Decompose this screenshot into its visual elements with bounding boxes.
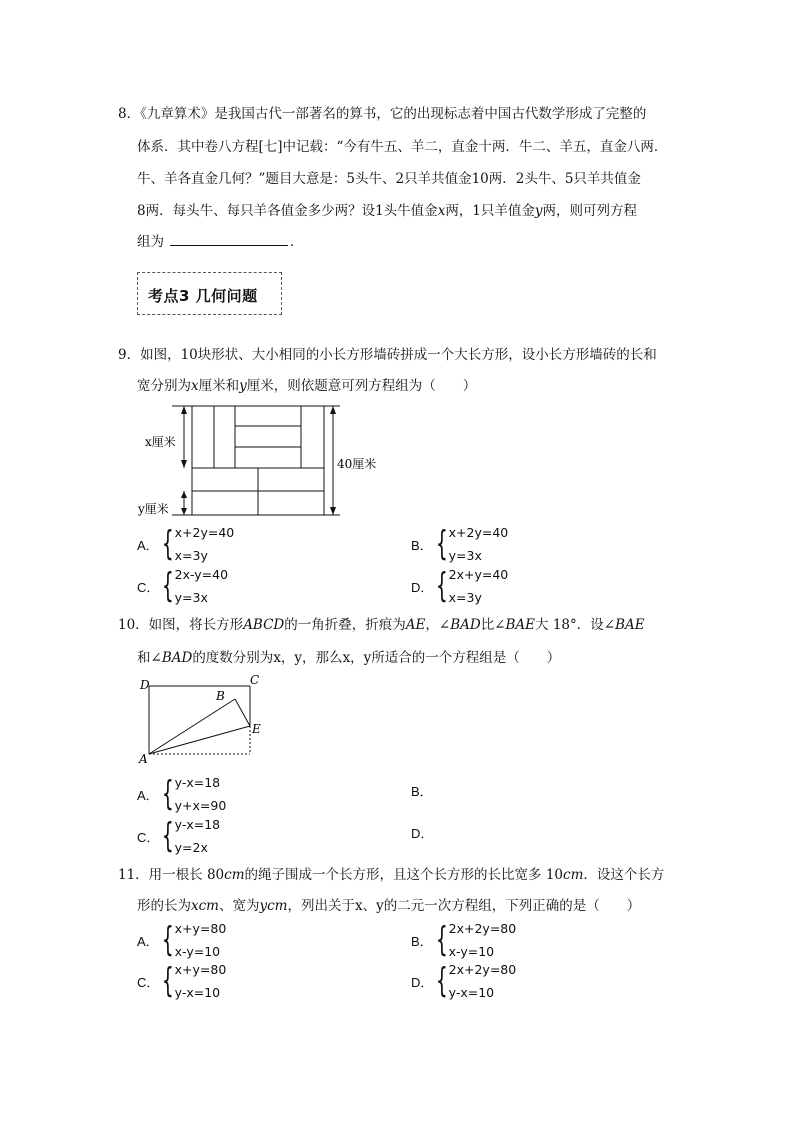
q11-option-d-eq2: y-x=10 xyxy=(448,985,495,1000)
q11-option-d[interactable] xyxy=(411,958,516,1004)
q8-line-4-start: 8两．每头牛、每只羊各值金多少两？设1头牛值金 xyxy=(137,203,438,219)
q9-40-arrowhead-bottom xyxy=(330,507,336,515)
q10-line-1-b: 的一角折叠，折痕为 xyxy=(284,617,406,633)
q8-line-5-end: ． xyxy=(290,234,304,250)
q11-option-c[interactable] xyxy=(137,958,226,1004)
q10-option-c[interactable] xyxy=(137,813,220,859)
q11-line-2-d: x、y xyxy=(354,898,384,914)
q11-line-2-e: 的二元一次方程组，下列正确的是（ ） xyxy=(383,898,641,914)
q9-option-d-eq1: 2x+y=40 xyxy=(448,567,509,582)
brace-icon: { xyxy=(161,816,174,856)
q10-option-b[interactable] xyxy=(411,781,437,800)
brace-icon: { xyxy=(161,961,174,1001)
q11-option-b-eq2: x-y=10 xyxy=(448,944,495,959)
q10-line-1-d: 比∠ xyxy=(480,617,506,633)
q8-line-2: 体系．其中卷八方程[七]中记载：“今有牛五、羊二，直金十两．牛二、羊五，直金八两． xyxy=(137,139,668,155)
brace-icon: { xyxy=(435,920,448,960)
q10-line-ae xyxy=(149,726,250,754)
q11-option-a-label: A． xyxy=(137,933,159,949)
q9-option-a-label: A． xyxy=(137,537,159,553)
q10-option-a-eq2: y+x=90 xyxy=(174,798,227,813)
q8-var-x: x xyxy=(437,203,446,219)
q10-line-1 xyxy=(118,613,645,633)
q10-ae: AE xyxy=(405,617,426,633)
q11-option-b-eq1: 2x+2y=80 xyxy=(448,921,517,936)
q10-bae: BAE xyxy=(505,617,536,633)
q10-line-2-b: 的度数分别为 xyxy=(192,650,274,666)
q10-label-a: A xyxy=(139,752,148,766)
q8-line-4-end: 两，则可列方程 xyxy=(542,203,638,219)
q10-option-a[interactable] xyxy=(137,771,226,817)
q11-option-a-eq1: x+y=80 xyxy=(174,921,227,936)
q10-line-1-e: 大 18°．设∠ xyxy=(535,617,616,633)
q8-line-3: 牛、羊各直金几何？”题目大意是：5头牛、2只羊共值金10两．2头牛、5只羊共值金 xyxy=(137,171,641,187)
section-title: 考点3 几何问题 xyxy=(148,287,258,305)
q9-option-a-eq2: x=3y xyxy=(174,548,208,563)
q11-line-1-c: ．设这个长方 xyxy=(583,867,665,883)
q10-line-2-d: x，y xyxy=(342,650,372,666)
q10-option-a-label: A． xyxy=(137,787,159,803)
brace-icon: { xyxy=(435,961,448,1001)
q9-line-2-a: 宽分别为 xyxy=(137,378,191,394)
q11-cm-2: cm xyxy=(563,867,584,883)
q11-line-2-c: ，列出关于 xyxy=(287,898,355,914)
q10-label-e: E xyxy=(252,722,261,736)
q8-answer-blank[interactable] xyxy=(170,233,288,246)
q10-option-b-label: B． xyxy=(411,784,433,799)
brace-icon: { xyxy=(435,566,448,606)
q11-ycm: ycm xyxy=(259,898,288,914)
q11-option-c-eq2: y-x=10 xyxy=(174,985,221,1000)
q9-y-arrowhead-bottom xyxy=(181,508,187,515)
q10-option-d-label: D． xyxy=(411,826,434,841)
q9-line-2-c: 厘米，则依题意可列方程组为（ ） xyxy=(246,378,477,394)
q10-line-1-a: 10．如图，将长方形 xyxy=(118,617,244,633)
q9-x-arrowhead-top xyxy=(181,406,187,414)
q9-line-2-b: 厘米和 xyxy=(198,378,240,394)
q11-option-a-eq2: x-y=10 xyxy=(174,944,221,959)
q9-option-c[interactable] xyxy=(137,563,228,609)
q10-line-be xyxy=(235,699,250,726)
q8-line-4 xyxy=(137,199,637,219)
q11-line-2 xyxy=(137,894,640,914)
q11-option-b[interactable] xyxy=(411,917,516,963)
q10-line-2-a: 和∠ xyxy=(137,650,162,666)
q10-line-1-c: ，∠ xyxy=(425,617,451,633)
q10-bad-2: BAD xyxy=(161,650,193,666)
q9-x-arrowhead-bottom xyxy=(181,460,187,468)
q11-line-1-b: 的绳子围成一个长方形，且这个长方形的长比宽多 10 xyxy=(244,867,564,883)
q8-line-5-start: 组为 xyxy=(137,234,164,250)
q10-option-c-eq2: y=2x xyxy=(174,840,208,855)
q9-label-x: x厘米 xyxy=(145,435,176,449)
q11-cm-1: cm xyxy=(224,867,245,883)
q10-label-c: C xyxy=(250,673,260,687)
q9-label-y: y厘米 xyxy=(138,502,169,516)
q9-line-1: 9．如图，10块形状、大小相同的小长方形墙砖拼成一个大长方形，设小长方形墙砖的长和 xyxy=(118,347,657,363)
q9-option-b-label: B． xyxy=(411,537,433,553)
q9-option-b[interactable] xyxy=(411,521,508,567)
q10-option-c-label: C． xyxy=(137,829,160,845)
brace-icon: { xyxy=(161,566,174,606)
q11-line-2-b: 、宽为 xyxy=(218,898,260,914)
q11-option-c-eq1: x+y=80 xyxy=(174,962,227,977)
q9-option-c-eq2: y=3x xyxy=(174,590,208,605)
q10-line-ab xyxy=(149,699,235,754)
q10-option-c-eq1: y-x=18 xyxy=(174,817,221,832)
q9-option-c-label: C． xyxy=(137,579,160,595)
q9-option-b-eq2: y=3x xyxy=(448,548,482,563)
brace-icon: { xyxy=(161,920,174,960)
q10-bad: BAD xyxy=(450,617,481,633)
q9-y-arrowhead-top xyxy=(181,491,187,498)
q11-option-d-label: D． xyxy=(411,974,434,990)
q11-option-b-label: B． xyxy=(411,933,433,949)
q9-40-arrowhead-top xyxy=(330,406,336,414)
q10-abcd: ABCD xyxy=(243,617,285,633)
q9-option-c-eq1: 2x-y=40 xyxy=(174,567,229,582)
q10-line-2-c: x，y，那么 xyxy=(273,650,343,666)
q10-option-d[interactable] xyxy=(411,823,437,842)
q10-fold-figure xyxy=(135,672,275,767)
q11-option-d-eq1: 2x+2y=80 xyxy=(448,962,517,977)
q9-option-d-label: D． xyxy=(411,579,434,595)
q9-option-b-eq1: x+2y=40 xyxy=(448,525,509,540)
q8-line-4-mid: 两，1只羊值金 xyxy=(445,203,535,219)
q10-option-a-eq1: y-x=18 xyxy=(174,775,221,790)
q8-line-1: 8．《九章算术》是我国古代一部著名的算书，它的出现标志着中国古代数学形成了完整的 xyxy=(118,106,647,122)
q9-option-a-eq1: x+2y=40 xyxy=(174,525,235,540)
q9-var-y: y xyxy=(239,378,247,394)
q10-bae-2: BAE xyxy=(615,617,645,633)
brace-icon: { xyxy=(435,524,448,564)
q9-var-x: x xyxy=(191,378,199,394)
q9-option-d[interactable] xyxy=(411,563,508,609)
q9-label-40: 40厘米 xyxy=(337,457,377,471)
q9-line-2 xyxy=(137,374,476,394)
q10-label-d: D xyxy=(140,678,150,692)
q10-line-2-e: 所适合的一个方程组是（ ） xyxy=(371,650,561,666)
q8-line-5 xyxy=(137,230,304,250)
q11-option-c-label: C． xyxy=(137,974,160,990)
q10-label-b: B xyxy=(216,689,225,703)
q9-option-a[interactable] xyxy=(137,521,234,567)
q9-brick-figure xyxy=(135,398,395,523)
brace-icon: { xyxy=(161,524,174,564)
brace-icon: { xyxy=(161,774,174,814)
q11-option-a[interactable] xyxy=(137,917,226,963)
q8-var-y: y xyxy=(534,203,543,219)
q10-line-2 xyxy=(137,646,560,666)
q11-line-1 xyxy=(118,863,664,883)
q11-line-2-a: 形的长为 xyxy=(137,898,191,914)
q11-line-1-a: 11．用一根长 80 xyxy=(118,867,225,883)
q9-option-d-eq2: x=3y xyxy=(448,590,482,605)
section-header-box xyxy=(137,272,282,315)
q11-xcm: xcm xyxy=(191,898,219,914)
